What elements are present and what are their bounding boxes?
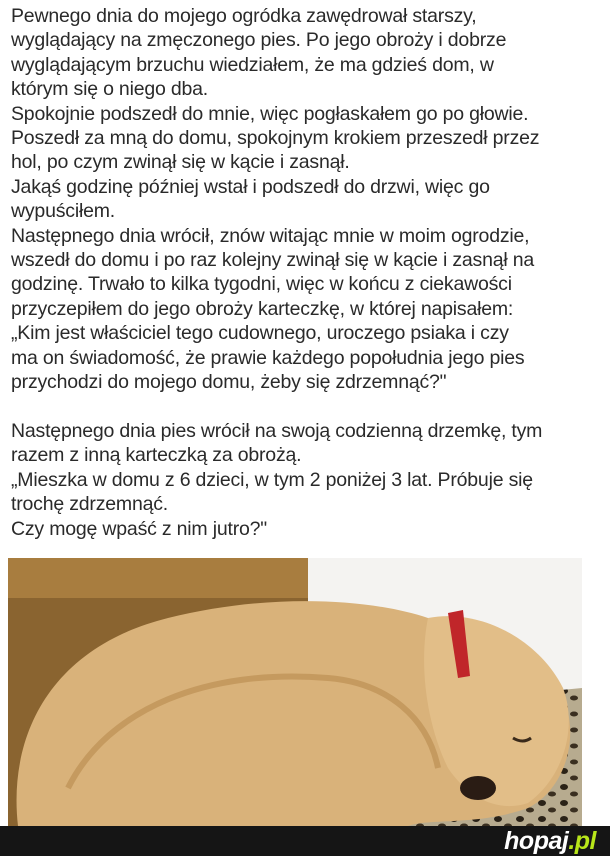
- story-line: Następnego dnia wrócił, znów witając mnie w moim ogrodzie,: [11, 224, 530, 247]
- story-line: godzinę. Trwało to kilka tygodni, więc w końcu z ciekawości: [11, 273, 512, 296]
- story-line: Poszedł za mną do domu, spokojnym krokiem przeszedł przez: [11, 127, 540, 150]
- story-line: razem z inną karteczką za obrożą.: [11, 444, 302, 467]
- site-logo[interactable]: [504, 827, 596, 856]
- story-line: hol, po czym zwinął się w kącie i zasnął.: [11, 151, 350, 174]
- story-line: wszedł do domu i po raz kolejny zwinął się w kącie i zasnął na: [11, 249, 535, 272]
- story-line: Spokojnie podszedł do mnie, więc pogłaskałem go po głowie.: [11, 102, 529, 125]
- story-line: „Kim jest właściciel tego cudownego, uroczego psiaka i czy: [11, 322, 509, 345]
- story-paragraph-2: [11, 419, 606, 541]
- logo-name: hopaj: [504, 827, 569, 855]
- story-line: Czy mogę wpaść z nim jutro?": [11, 517, 267, 540]
- story-line: „Mieszka w domu z 6 dzieci, w tym 2 poniżej 3 lat. Próbuje się: [11, 468, 533, 491]
- paragraph-gap: [11, 395, 606, 419]
- logo-tld: .pl: [568, 827, 596, 855]
- sleeping-dog-photo: [8, 558, 582, 826]
- footer-bar: [0, 826, 610, 856]
- story-line: trochę zdrzemnąć.: [11, 493, 168, 516]
- story-paragraph-1: [11, 4, 606, 395]
- story-line: Pewnego dnia do mojego ogródka zawędrował starszy,: [11, 5, 477, 27]
- story-text: [11, 4, 606, 541]
- story-line: Jakąś godzinę później wstał i podszedł do drzwi, więc go: [11, 175, 490, 198]
- story-line: wypuściłem.: [11, 200, 115, 223]
- story-line: wyglądającym brzuchu wiedziałem, że ma gdzieś dom, w: [11, 53, 494, 76]
- story-line: Następnego dnia pies wrócił na swoją codzienną drzemkę, tym: [11, 419, 543, 442]
- story-line: przychodzi do mojego domu, żeby się zdrzemnąć?": [11, 371, 447, 394]
- story-line: wyglądający na zmęczonego pies. Po jego obroży i dobrze: [11, 29, 507, 52]
- story-line: ma on świadomość, że prawie każdego popołudnia jego pies: [11, 346, 525, 369]
- story-line: którym się o niego dba.: [11, 78, 209, 101]
- story-line: przyczepiłem do jego obroży karteczkę, w której napisałem:: [11, 297, 514, 320]
